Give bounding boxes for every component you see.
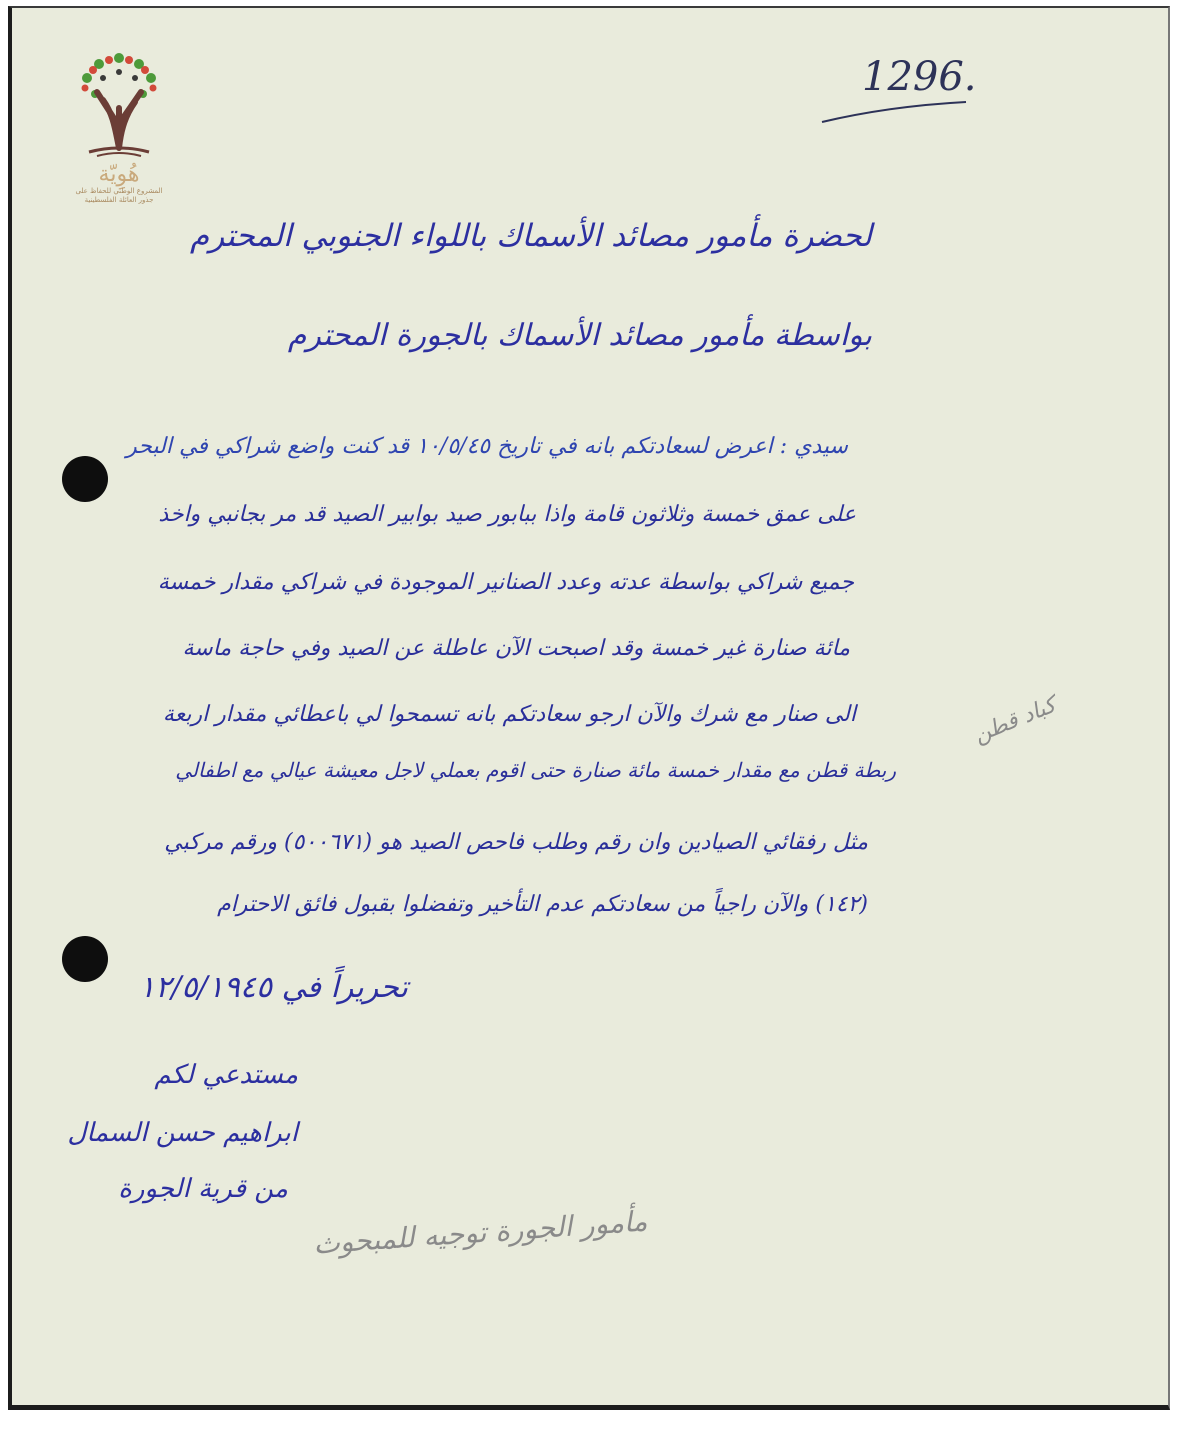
body-line-6: ربطة قطن مع مقدار خمسة مائة صنارة حتى اقوم بعملي لاجل معيشة عيالي مع اطفالي bbox=[175, 758, 896, 782]
margin-pencil-note: كباد قطن bbox=[970, 692, 1060, 749]
hawiya-logo bbox=[60, 48, 178, 205]
logo-caption-line1: المشروع الوطني للحفاظ على bbox=[75, 187, 163, 195]
punch-hole-top bbox=[62, 456, 108, 502]
tree-logo-icon bbox=[69, 48, 169, 160]
signature-closing: مستدعي لكم bbox=[154, 1060, 298, 1090]
logo-caption-line2: جذور العائلة الفلسطينية bbox=[84, 196, 154, 204]
header-line-2: بواسطة مأمور مصائد الأسماك بالجورة المحترم bbox=[287, 318, 872, 353]
body-line-1: سيدي : اعرض لسعادتكم بانه في تاريخ ١٠/٥/٤٥ قد كنت واضع شراكي في البحر bbox=[126, 434, 848, 459]
body-line-2: على عمق خمسة وثلاثون قامة واذا ببابور صيد بوابير الصيد قد مر بجانبي واخذ bbox=[158, 502, 856, 527]
logo-wordmark: هُوِيّة bbox=[98, 162, 140, 187]
body-line-4: مائة صنارة غير خمسة وقد اصبحت الآن عاطلة عن الصيد وفي حاجة ماسة bbox=[182, 636, 850, 661]
punch-hole-bottom bbox=[62, 936, 108, 982]
signature-name: ابراهيم حسن السمال bbox=[67, 1118, 298, 1148]
body-line-3: جميع شراكي بواسطة عدته وعدد الصنانير الموجودة في شراكي مقدار خمسة bbox=[157, 570, 854, 595]
body-line-7: مثل رفقائي الصيادين وان رقم وطلب فاحص الصيد هو (٥٠٠٦٧١) ورقم مركبي bbox=[164, 830, 868, 855]
header-line-1: لحضرة مأمور مصائد الأسماك باللواء الجنوبي المحترم bbox=[190, 218, 872, 254]
bottom-pencil-note: مأمور الجورة توجيه للمبحوث bbox=[312, 1204, 649, 1261]
document-page bbox=[8, 6, 1170, 1410]
body-line-8: (١٤٢) والآن راجياً من سعادتكم عدم التأخير وتفضلوا بقبول فائق الاحترام bbox=[217, 892, 868, 917]
date-line: تحريراً في ١٢/٥/١٩٤٥ bbox=[139, 970, 408, 1005]
signature-place: من قرية الجورة bbox=[118, 1174, 288, 1204]
document-number-underline bbox=[820, 92, 970, 132]
body-line-5: الى صنار مع شرك والآن ارجو سعادتكم بانه تسمحوا لي باعطائي مقدار اربعة bbox=[162, 702, 856, 727]
document-number: 1296. bbox=[862, 54, 977, 100]
